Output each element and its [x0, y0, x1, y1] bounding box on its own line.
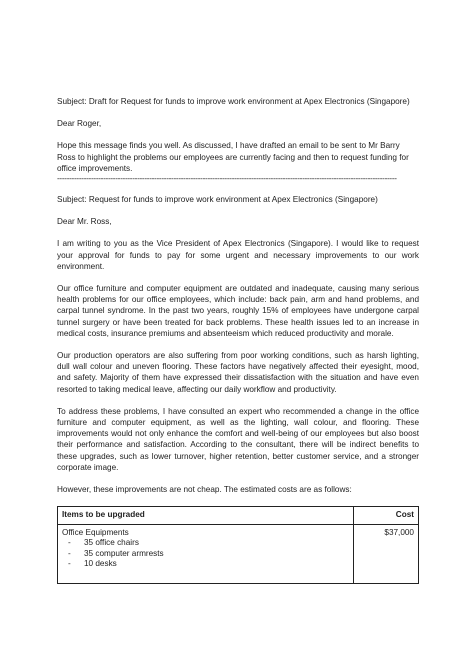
header-cost: Cost [354, 507, 419, 525]
table-row [58, 524, 419, 583]
item-name: Office Equipments [62, 527, 129, 537]
paragraph-production-problems: Our production operators are also suffering from poor working conditions, such as harsh lighting, dull wall colour and uneven flooring. These factors have negatively affected their eyesight, mood, and safety. Majority of them have expressed their dissatisfaction with the situation and have even resorted to taking medical leave, affecting our daily workflow and productivity. [57, 351, 419, 394]
sub-item-list [62, 538, 349, 570]
sub-item-label: 35 office chairs [84, 538, 139, 548]
dash-bullet: - [68, 548, 71, 558]
sub-item-label: 35 computer armrests [84, 548, 164, 558]
cost-table [57, 506, 419, 584]
paragraph-office-problems: Our office furniture and computer equipment are outdated and inadequate, causing many serious health problems for our office employees, which include: back pain, arm and hand problems, and carpal tunnel syndrome. In the past two years, roughly 15% of employees have undergone carpal tunnel surgery or have been treated for back problems. These health issues led to an increase in medical costs, insurance premiums and absenteeism which reduced productivity and morale. [57, 284, 419, 338]
cost-cell: $37,000 [354, 524, 419, 583]
intro-message: Hope this message finds you well. As discussed, I have drafted an email to be sent to Mr Barry Ross to highlight the problems our employees are currently facing and then to request funding for office improvements. [57, 141, 409, 173]
cost-table-header-row [58, 507, 419, 525]
list-item [68, 549, 349, 560]
list-item [68, 559, 349, 570]
document-page [57, 96, 419, 584]
dash-bullet: - [68, 559, 71, 569]
sub-item-label: 10 desks [84, 559, 117, 569]
list-item [68, 538, 349, 549]
request-subject-line: Subject: Request for funds to improve work environment at Apex Electronics (Singapore) [57, 195, 378, 205]
dashed-divider: -------------------------------------------------------------------------------------------------------------------------------------------- [57, 174, 397, 184]
paragraph-costs-intro: However, these improvements are not cheap. The estimated costs are as follows: [57, 485, 352, 495]
paragraph-proposed-solution: To address these problems, I have consulted an expert who recommended a change in the office furniture and computer equipment, as well as the lighting, wall colour, and flooring. These improvements would not only enhance the comfort and well-being of our employees but also boost their performance and satisfaction. According to the consultant, there will be indirect benefits to these upgrades, such as lower turnover, higher retention, better customer service, and a stronger corporate image. [57, 406, 419, 472]
greeting-roger: Dear Roger, [57, 119, 102, 129]
item-cell [58, 524, 354, 583]
header-items: Items to be upgraded [58, 507, 354, 525]
draft-subject-line: Subject: Draft for Request for funds to improve work environment at Apex Electronics (Singapore) [57, 97, 410, 106]
dash-bullet: - [68, 538, 71, 548]
greeting-mr-ross: Dear Mr. Ross, [57, 217, 112, 227]
paragraph-introduction: I am writing to you as the Vice President of Apex Electronics (Singapore). I would like to request your approval for funds to pay for some urgent and necessary improvements to our work environment. [57, 239, 419, 271]
